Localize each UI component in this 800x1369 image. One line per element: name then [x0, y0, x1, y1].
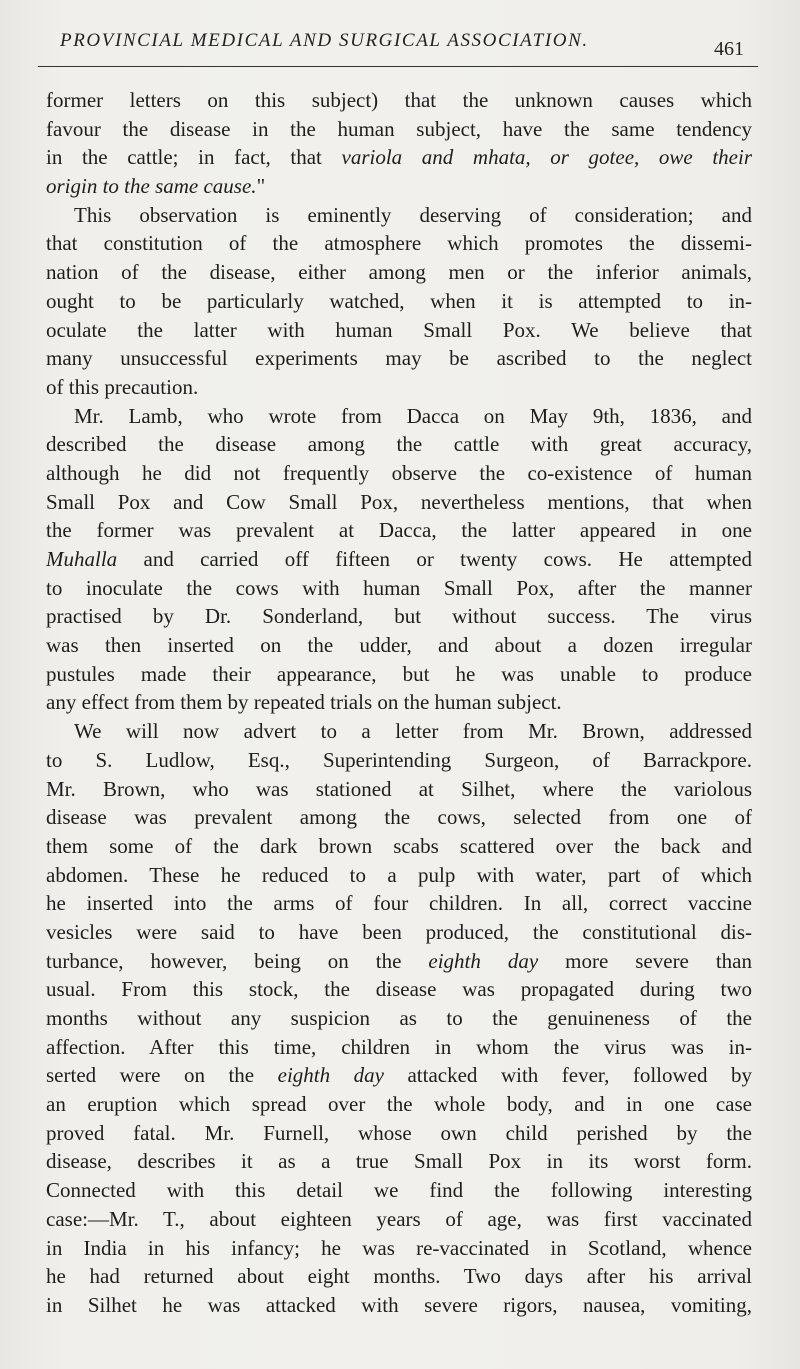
text-line: [46, 459, 752, 488]
text-line: [46, 373, 752, 402]
text-line: [46, 688, 752, 717]
italic-text: eighth day: [277, 1063, 384, 1088]
italic-text: eighth day: [428, 948, 539, 973]
text-line: [46, 803, 752, 832]
line-text: oculate the latter with human Small Pox. We believe that: [46, 317, 752, 342]
line-text: many unsuccessful experiments may be ascribed to the neglect: [46, 346, 752, 371]
text-line: [46, 1004, 752, 1033]
line-text: any effect from them by repeated trials on the human subject.: [46, 690, 562, 715]
text-line: [46, 775, 752, 804]
line-text: favour the disease in the human subject, have the same tendency: [46, 116, 752, 141]
line-text: disease, describes it as a true Small Pox in its worst form.: [46, 1149, 752, 1174]
line-text: of this precaution.: [46, 374, 199, 399]
line-text: to inoculate the cows with human Small Pox, after the manner: [46, 575, 752, 600]
line-text: he inserted into the arms of four children. In all, correct vaccine: [46, 891, 752, 916]
line-text: the former was prevalent at Dacca, the latter appeared in one: [46, 518, 752, 543]
line-text: case:—Mr. T., about eighteen years of age, was first vaccinated: [46, 1206, 752, 1231]
line-text: Connected with this detail we find the following interesting: [46, 1178, 752, 1203]
text-line: [46, 1119, 752, 1148]
line-text: them some of the dark brown scabs scattered over the back and: [46, 833, 752, 858]
text-line: [46, 488, 752, 517]
line-text: We will now advert to a letter from Mr. Brown, addressed: [74, 719, 752, 744]
line-text: in India in his infancy; he was re-vaccinated in Scotland, whence: [46, 1235, 752, 1260]
text-line: [46, 229, 752, 258]
line-text: that constitution of the atmosphere which promotes the dissemi-: [46, 231, 752, 256]
text-line: [46, 201, 752, 230]
text-line: [46, 660, 752, 689]
text-line: [46, 1234, 752, 1263]
line-text: to S. Ludlow, Esq., Superintending Surgeon, of Barrackpore.: [46, 747, 752, 772]
text-line: [46, 115, 752, 144]
page-number: 461: [714, 38, 744, 60]
line-text: nation of the disease, either among men or the inferior animals,: [46, 260, 752, 285]
header-rule: [38, 66, 758, 67]
text-line: [46, 344, 752, 373]
text-line: [46, 287, 752, 316]
line-text: usual. From this stock, the disease was propagated during two: [46, 977, 752, 1002]
text-line: [46, 402, 752, 431]
text-line: [46, 1147, 752, 1176]
line-text: in Silhet he was attacked with severe rigors, nausea, vomiting,: [46, 1292, 752, 1317]
running-head: PROVINCIAL MEDICAL AND SURGICAL ASSOCIATION.: [60, 30, 589, 51]
line-text: proved fatal. Mr. Furnell, whose own child perished by the: [46, 1120, 752, 1145]
line-text: ": [256, 174, 266, 199]
line-text: Small Pox and Cow Small Pox, nevertheless mentions, that when: [46, 489, 752, 514]
text-line: [46, 1205, 752, 1234]
text-line: [46, 143, 752, 172]
page-header: [60, 28, 750, 58]
line-text: Mr. Lamb, who wrote from Dacca on May 9th, 1836, and: [74, 403, 752, 428]
body-text: [46, 86, 752, 1320]
line-text: Mr. Brown, who was stationed at Silhet, where the variolous: [46, 776, 752, 801]
line-text: practised by Dr. Sonderland, but without success. The virus: [46, 604, 752, 629]
text-line: [46, 574, 752, 603]
line-text: months without any suspicion as to the genuineness of the: [46, 1006, 752, 1030]
line-text: in the cattle; in fact, that: [46, 145, 342, 170]
line-text: more severe than: [538, 948, 752, 973]
line-text: abdomen. These he reduced to a pulp with water, part of which: [46, 862, 752, 887]
line-text: serted were on the: [46, 1063, 278, 1088]
line-text: an eruption which spread over the whole body, and in one case: [46, 1092, 752, 1117]
line-text: he had returned about eight months. Two days after his arrival: [46, 1264, 752, 1289]
text-line: [46, 1033, 752, 1062]
line-text: turbance, however, being on the: [46, 948, 429, 973]
text-line: [46, 602, 752, 631]
line-text: described the disease among the cattle with great accuracy,: [46, 432, 752, 457]
line-text: former letters on this subject) that the unknown causes which: [46, 88, 752, 112]
italic-text: origin to the same cause.: [46, 174, 257, 199]
text-line: [46, 1176, 752, 1205]
line-text: although he did not frequently observe the co-existence of human: [46, 460, 752, 485]
text-line: [46, 258, 752, 287]
text-line: [46, 975, 752, 1004]
text-line: [46, 631, 752, 660]
text-line: [46, 316, 752, 345]
text-line: [46, 1262, 752, 1291]
line-text: attacked with fever, followed by: [383, 1063, 752, 1088]
line-text: and carried off fifteen or twenty cows. He attempted: [117, 547, 752, 571]
text-line: [46, 918, 752, 947]
italic-text: variola and mhata, or gotee, owe their: [341, 145, 752, 170]
text-line: [46, 1061, 752, 1090]
text-line: [46, 516, 752, 545]
text-line: [46, 861, 752, 890]
text-line: [46, 430, 752, 459]
text-line: [46, 172, 752, 201]
text-line: [46, 889, 752, 918]
text-line: [46, 1291, 752, 1320]
line-text: vesicles were said to have been produced, the constitutional dis-: [46, 919, 752, 944]
text-line: [46, 86, 752, 115]
text-line: [46, 1090, 752, 1119]
italic-text: Muhalla: [46, 547, 118, 571]
line-text: disease was prevalent among the cows, selected from one of: [46, 805, 752, 830]
line-text: This observation is eminently deserving of consideration; and: [74, 202, 752, 227]
line-text: pustules made their appearance, but he was unable to produce: [46, 661, 752, 686]
text-line: [46, 947, 752, 976]
text-line: [46, 545, 752, 574]
text-line: [46, 717, 752, 746]
text-line: [46, 832, 752, 861]
line-text: ought to be particularly watched, when it is attempted to in-: [46, 288, 752, 313]
line-text: was then inserted on the udder, and about a dozen irregular: [46, 633, 752, 658]
line-text: affection. After this time, children in whom the virus was in-: [46, 1034, 752, 1059]
text-line: [46, 746, 752, 775]
